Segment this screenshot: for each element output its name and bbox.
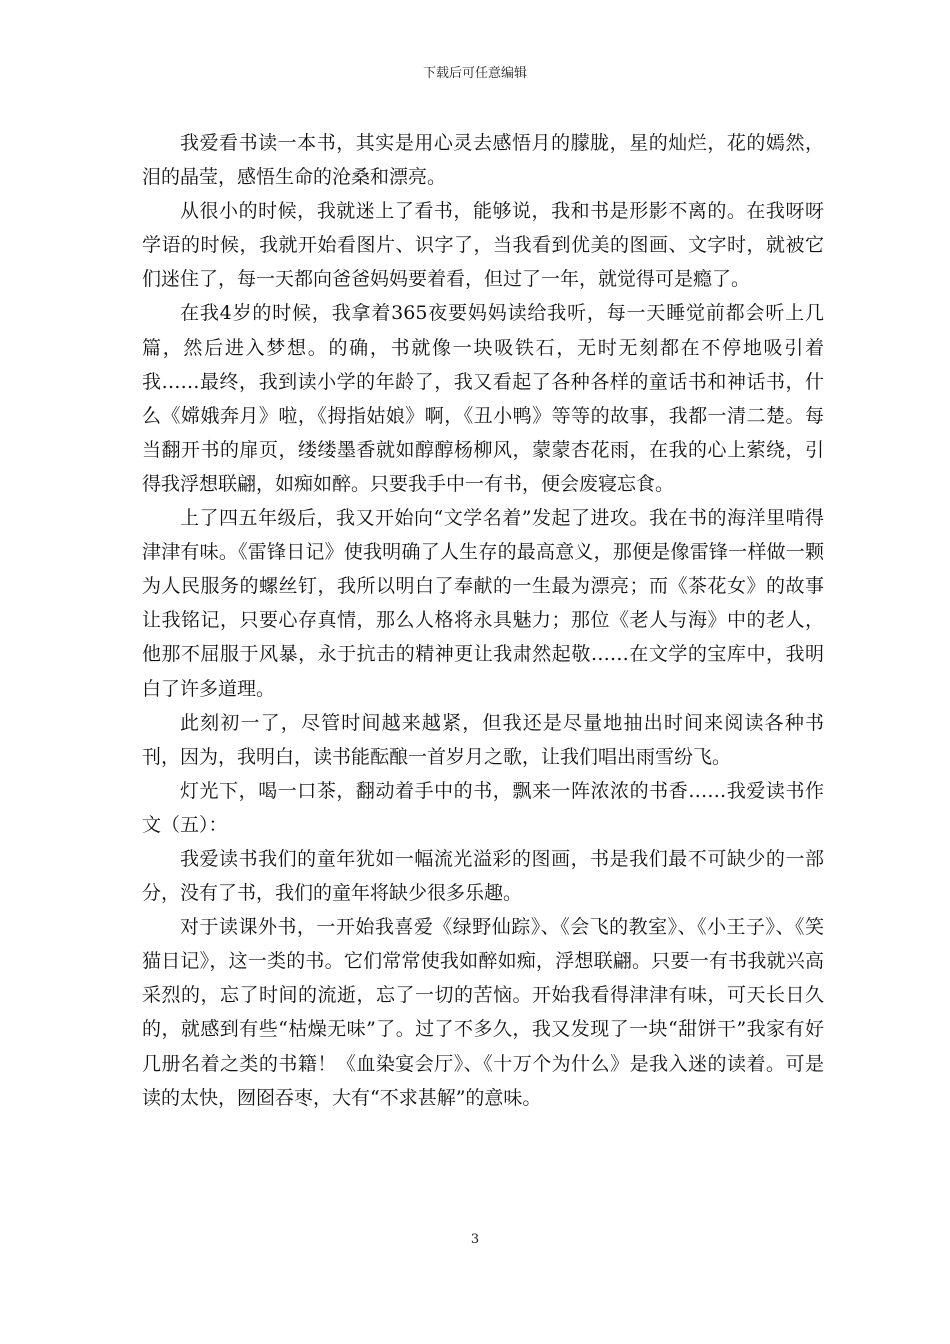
paragraph-7: 我爱读书我们的童年犹如一幅流光溢彩的图画，书是我们最不可缺少的一部分，没有了书，我们的童年将缺少很多乐趣。 [142,847,824,905]
paragraph-6: 灯光下，喝一口茶，翻动着手中的书，飘来一阵浓浓的书香……我爱读书作文（五）： [142,779,824,836]
page-number: 3 [470,1232,480,1247]
body-text [142,126,824,1115]
paragraph-4: 上了四五年级后，我又开始向“文学名着”发起了进攻。我在书的海洋里啃得津津有味。《雷锋日记》使我明确了人生存的最高意义，那便是像雷锋一样做一颗为人民服务的螺丝钉，我所以明白了奉献的一生最为漂亮；而《茶花女》的故事让我铭记，只要心存真情，那么人格将永具魅力；那位《老人与海》中的老人，他那不屈服于风暴，永于抗击的精神更让我肃然起敬……在文学的宝库中，我明白了许多道理。 [142,507,824,700]
paragraph-3: 在我4岁的时候，我拿着365夜要妈妈读给我听，每一天睡觉前都会听上几篇，然后进入梦想。的确，书就像一块吸铁石，无时无刻都在不停地吸引着我……最终，我到读小学的年龄了，我又看起了各种各样的童话书和神话书，什么《嫦娥奔月》啦，《拇指姑娘》啊，《丑小鸭》等等的故事，我都一清二楚。每当翻开书的扉页，缕缕墨香就如醇醇杨柳风，蒙蒙杏花雨，在我的心上萦绕，引得我浮想联翩，如痴如醉。只要我手中一有书，便会废寝忘食。 [142,302,824,495]
paragraph-5: 此刻初一了，尽管时间越来越紧，但我还是尽量地抽出时间来阅读各种书刊，因为，我明白，读书能酝酿一首岁月之歌，让我们唱出雨雪纷飞。 [142,711,824,768]
page-header: 下载后可任意编辑 [422,66,527,81]
paragraph-2: 从很小的时候，我就迷上了看书，能够说，我和书是形影不离的。在我呀呀学语的时候，我就开始看图片、识字了，当我看到优美的图画、文字时，就被它们迷住了，每一天都向爸爸妈妈要着看，但过了一年，就觉得可是瘾了。 [142,200,824,291]
paragraph-8: 对于读课外书，一开始我喜爱《绿野仙踪》、《会飞的教室》、《小王子》、《笑猫日记》，这一类的书。它们常常使我如醉如痴，浮想联翩。只要一有书我就兴高采烈的，忘了时间的流逝，忘了一切的苦恼。开始我看得津津有味，可天长日久的，就感到有些“枯燥无味”了。过了不多久，我又发现了一块“甜饼干”我家有好几册名着之类的书籍！《血染宴会厅》、《十万个为什么》是我入迷的读着。可是读的太快，囫囵吞枣，大有“不求甚解”的意味。 [142,916,824,1109]
paragraph-1: 我爱看书读一本书，其实是用心灵去感悟月的朦胧，星的灿烂，花的嫣然，泪的晶莹，感悟生命的沧桑和漂亮。 [142,132,824,189]
